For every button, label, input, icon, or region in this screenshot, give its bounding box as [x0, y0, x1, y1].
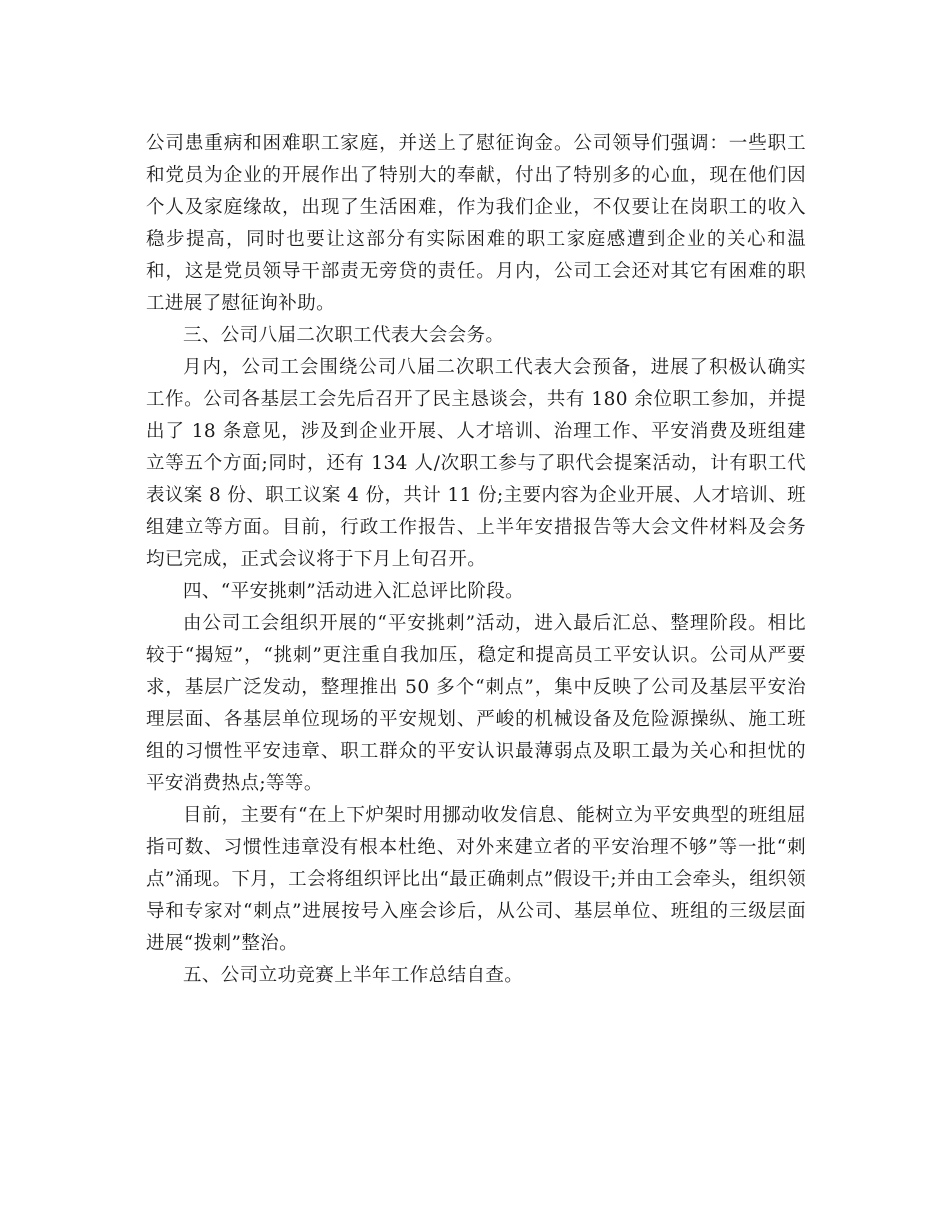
heading-section-four: 四、“平安挑刺”活动进入汇总评比阶段。: [183, 581, 525, 602]
paragraph-thorn-points: 目前，主要有“在上下炉架时用挪动收发信息、能树立为平安典型的班组屈指可数、习惯性违章没有根本杜绝、对外来建立者的平安治理不够”等一批“刺点”涌现。下月，工会将组织评比出“最正确刺点”假设干;并由工会牵头，组织领导和专家对“刺点”进展按号入座会诊后，从公司、基层单位、班组的三级层面进展“拨刺”整治。: [146, 805, 806, 954]
document-body: [146, 128, 806, 992]
paragraph-condolence: 公司患重病和困难职工家庭，并送上了慰征询金。公司领导们强调：一些职工和党员为企业的开展作出了特别大的奉献，付出了特别多的心血，现在他们因个人及家庭缘故，出现了生活困难，作为我们企业，不仅要让在岗职工的收入稳步提高，同时也要让这部分有实际困难的职工家庭感遭到企业的关心和温和，这是党员领导干部责无旁贷的责任。月内，公司工会还对其它有困难的职工进展了慰征询补助。: [146, 133, 806, 314]
paragraph-congress-prep: 月内，公司工会围绕公司八届二次职工代表大会预备，进展了积极认确实工作。公司各基层工会先后召开了民主恳谈会，共有 180 余位职工参加，并提出了 18 条意见，涉及到企业开展、人才培训、治理工作、平安消费及班组建立等五个方面;同时，还有 134 人/次职工参与了职代会提案活动，计有职工代表议案 8 份、职工议案 4 份，共计 11 份;主要内容为企业开展、人才培训、班组建立等方面。目前，行政工作报告、上半年安措报告等大会文件材料及会务均已完成，正式会议将于下月上旬召开。: [146, 357, 807, 570]
heading-section-five: 五、公司立功竞赛上半年工作总结自查。: [183, 965, 524, 986]
heading-section-three: 三、公司八届二次职工代表大会会务。: [183, 325, 505, 346]
paragraph-safety-campaign: 由公司工会组织开展的“平安挑刺”活动，进入最后汇总、整理阶段。相比较于“揭短”，“挑刺”更注重自我加压，稳定和提高员工平安认识。公司从严要求，基层广泛发动，整理推出 50 多个“刺点”，集中反映了公司及基层平安治理层面、各基层单位现场的平安规划、严峻的机械设备及危险源操纵、施工班组的习惯性平安违章、职工群众的平安认识最薄弱点及职工最为关心和担忧的平安消费热点;等等。: [146, 613, 806, 794]
